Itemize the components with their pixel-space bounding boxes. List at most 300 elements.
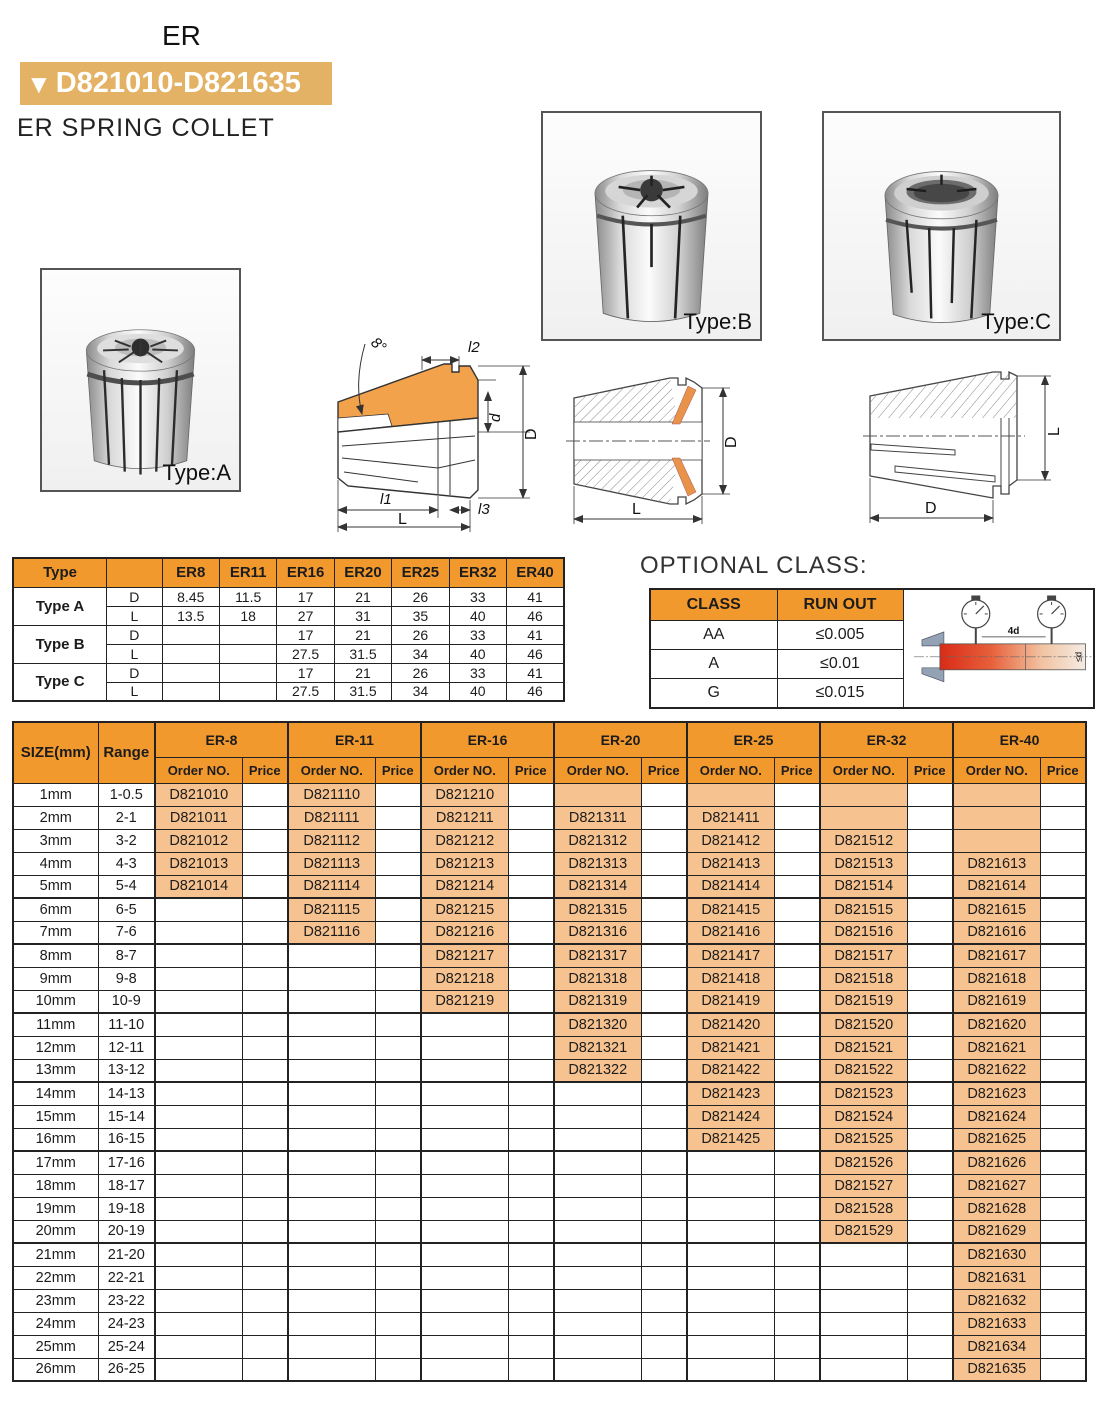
dim-value: 26 — [392, 663, 449, 682]
order-no-cell — [421, 1082, 508, 1105]
price-cell — [242, 1059, 288, 1082]
dim-value: 17 — [277, 663, 334, 682]
dim-value: 41 — [507, 663, 565, 682]
order-no-cell — [687, 1266, 774, 1289]
range-value: 26-25 — [98, 1358, 155, 1381]
price-cell — [641, 898, 687, 921]
triangle-down-icon: ▼ — [26, 68, 52, 99]
diagram-b-D-label: D — [723, 436, 740, 448]
price-cell — [1040, 1220, 1086, 1243]
dim-value: 31.5 — [334, 644, 391, 663]
price-cell — [375, 1358, 421, 1381]
price-cell — [242, 1197, 288, 1220]
dim-value: 46 — [507, 644, 565, 663]
price-cell — [375, 806, 421, 829]
price-cell — [774, 921, 820, 944]
price-cell — [774, 1105, 820, 1128]
dim-label: D — [107, 625, 162, 644]
dim-value — [162, 644, 219, 663]
price-cell — [508, 1358, 554, 1381]
price-cell — [1040, 1197, 1086, 1220]
size-value: 12mm — [13, 1036, 98, 1059]
type-label: Type C — [13, 663, 107, 701]
price-cell — [907, 806, 953, 829]
price-cell — [508, 783, 554, 806]
price-cell — [641, 1082, 687, 1105]
order-table-row — [13, 1128, 1086, 1151]
price-cell — [907, 1036, 953, 1059]
order-no-cell: D821318 — [554, 967, 641, 990]
price-cell — [641, 1243, 687, 1266]
price-cell — [774, 1197, 820, 1220]
price-cell — [641, 1174, 687, 1197]
price-cell — [508, 852, 554, 875]
price-cell — [774, 1220, 820, 1243]
dim-value: 11.5 — [219, 587, 276, 606]
order-no-cell: D821619 — [953, 990, 1040, 1013]
order-no-cell: D821625 — [953, 1128, 1040, 1151]
dimension-table-header-row — [13, 558, 564, 587]
diagram-c-D-label: D — [925, 500, 937, 517]
order-no-cell — [820, 1358, 907, 1381]
price-cell — [375, 1312, 421, 1335]
size-value: 23mm — [13, 1289, 98, 1312]
part-range-badge — [20, 62, 332, 105]
order-no-cell — [288, 967, 375, 990]
range-value: 6-5 — [98, 898, 155, 921]
price-cell — [508, 1243, 554, 1266]
price-cell — [375, 1220, 421, 1243]
order-no-cell — [288, 1059, 375, 1082]
order-no-cell — [820, 1289, 907, 1312]
order-no-cell: D821424 — [687, 1105, 774, 1128]
price-cell — [1040, 944, 1086, 967]
price-cell — [508, 1174, 554, 1197]
order-no-cell — [421, 1105, 508, 1128]
size-value: 19mm — [13, 1197, 98, 1220]
dim-value: 27.5 — [277, 644, 334, 663]
dim-value: 31.5 — [334, 682, 391, 701]
size-value: 5mm — [13, 875, 98, 898]
runout-value: ≤0.015 — [777, 679, 903, 708]
order-no-cell — [421, 1266, 508, 1289]
price-cell — [907, 1128, 953, 1151]
order-no-cell: D821115 — [288, 898, 375, 921]
order-no-cell: D821216 — [421, 921, 508, 944]
price-cell — [375, 1197, 421, 1220]
order-no-cell — [288, 1197, 375, 1220]
order-no-cell: D821411 — [687, 806, 774, 829]
price-cell — [1040, 1289, 1086, 1312]
price-cell — [907, 852, 953, 875]
order-no-cell — [288, 990, 375, 1013]
price-cell — [641, 829, 687, 852]
price-cell — [242, 1105, 288, 1128]
dim-value: 21 — [334, 663, 391, 682]
order-no-cell: D821425 — [687, 1128, 774, 1151]
dim-value — [162, 663, 219, 682]
price-cell — [508, 829, 554, 852]
price-cell — [1040, 783, 1086, 806]
dim-label: D — [107, 587, 162, 606]
order-no-cell — [554, 1151, 641, 1174]
order-no-cell: D821112 — [288, 829, 375, 852]
dim-value — [162, 682, 219, 701]
price-cell — [641, 1312, 687, 1335]
order-no-cell: D821322 — [554, 1059, 641, 1082]
diagram-c-L-label: L — [1046, 427, 1063, 436]
price-cell — [774, 1174, 820, 1197]
price-cell — [907, 1358, 953, 1381]
price-cell — [508, 1335, 554, 1358]
price-cell — [375, 1243, 421, 1266]
D-label: D — [523, 428, 540, 440]
price-sub-header: Price — [774, 757, 820, 783]
order-no-cell: D821527 — [820, 1174, 907, 1197]
order-no-cell — [288, 1335, 375, 1358]
price-cell — [641, 1013, 687, 1036]
dim-value: 40 — [449, 682, 506, 701]
order-no-cell — [421, 1151, 508, 1174]
price-cell — [242, 829, 288, 852]
order-no-cell — [554, 1105, 641, 1128]
price-cell — [508, 1059, 554, 1082]
price-cell — [907, 1059, 953, 1082]
range-value: 24-23 — [98, 1312, 155, 1335]
order-no-cell: D821631 — [953, 1266, 1040, 1289]
section-diagram-image — [318, 322, 548, 537]
order-table-row — [13, 1082, 1086, 1105]
price-cell — [242, 967, 288, 990]
order-no-cell: D821413 — [687, 852, 774, 875]
price-cell — [508, 1151, 554, 1174]
order-no-cell: D821321 — [554, 1036, 641, 1059]
price-cell — [1040, 1013, 1086, 1036]
price-cell — [375, 829, 421, 852]
price-cell — [1040, 1174, 1086, 1197]
order-no-cell — [687, 1289, 774, 1312]
price-cell — [242, 783, 288, 806]
order-no-cell — [554, 1312, 641, 1335]
section-diagram-type-a — [318, 322, 548, 537]
order-no-cell: D821632 — [953, 1289, 1040, 1312]
dim-value: 41 — [507, 625, 565, 644]
group-header-er40: ER-40 — [953, 722, 1086, 757]
size-value: 18mm — [13, 1174, 98, 1197]
order-no-cell: D821423 — [687, 1082, 774, 1105]
size-column-header: SIZE(mm) — [13, 722, 98, 783]
order-table-row — [13, 1151, 1086, 1174]
order-no-cell — [155, 1105, 242, 1128]
group-header-er8: ER-8 — [155, 722, 288, 757]
dim-value: 33 — [449, 663, 506, 682]
order-no-cell: D821615 — [953, 898, 1040, 921]
order-table-row — [13, 967, 1086, 990]
price-cell — [641, 967, 687, 990]
price-cell — [508, 806, 554, 829]
price-cell — [1040, 990, 1086, 1013]
price-cell — [774, 1059, 820, 1082]
optional-class-title: OPTIONAL CLASS: — [640, 552, 868, 579]
order-no-cell: D821526 — [820, 1151, 907, 1174]
order-no-cell — [421, 1059, 508, 1082]
order-no-cell: D821523 — [820, 1082, 907, 1105]
order-no-cell — [155, 1335, 242, 1358]
price-sub-header: Price — [907, 757, 953, 783]
order-no-cell: D821529 — [820, 1220, 907, 1243]
price-cell — [641, 1105, 687, 1128]
price-cell — [641, 921, 687, 944]
order-no-cell: D821213 — [421, 852, 508, 875]
order-no-cell — [820, 1335, 907, 1358]
order-no-sub-header: Order NO. — [687, 757, 774, 783]
size-value: 20mm — [13, 1220, 98, 1243]
dim-value: 27.5 — [277, 682, 334, 701]
price-cell — [1040, 1243, 1086, 1266]
order-no-cell — [288, 1220, 375, 1243]
price-sub-header: Price — [375, 757, 421, 783]
order-table-row — [13, 1036, 1086, 1059]
price-cell — [242, 1174, 288, 1197]
order-no-cell: D821012 — [155, 829, 242, 852]
price-cell — [375, 990, 421, 1013]
price-cell — [242, 944, 288, 967]
l1-label: l1 — [380, 491, 392, 508]
dim-header-er16: ER16 — [277, 558, 334, 587]
order-no-sub-header: Order NO. — [421, 757, 508, 783]
order-no-cell — [421, 1335, 508, 1358]
order-table-row — [13, 1174, 1086, 1197]
order-no-cell — [288, 1266, 375, 1289]
price-cell — [907, 783, 953, 806]
order-no-sub-header: Order NO. — [953, 757, 1040, 783]
price-cell — [375, 967, 421, 990]
order-no-cell — [155, 1220, 242, 1243]
price-cell — [907, 1105, 953, 1128]
dim-header-er20: ER20 — [334, 558, 391, 587]
order-no-cell: D821422 — [687, 1059, 774, 1082]
price-cell — [641, 1151, 687, 1174]
order-table-row — [13, 1220, 1086, 1243]
dim-value: 26 — [392, 587, 449, 606]
order-no-cell: D821522 — [820, 1059, 907, 1082]
price-cell — [375, 783, 421, 806]
price-cell — [774, 898, 820, 921]
order-no-cell — [820, 1312, 907, 1335]
price-cell — [774, 806, 820, 829]
order-no-cell: D821215 — [421, 898, 508, 921]
range-value: 5-4 — [98, 875, 155, 898]
price-cell — [508, 1266, 554, 1289]
price-sub-header: Price — [1040, 757, 1086, 783]
price-cell — [774, 1289, 820, 1312]
order-no-cell: D821626 — [953, 1151, 1040, 1174]
angle-label: 8° — [367, 334, 390, 357]
order-no-cell — [554, 1289, 641, 1312]
order-no-cell: D821311 — [554, 806, 641, 829]
dim-value: 40 — [449, 606, 506, 625]
price-cell — [508, 875, 554, 898]
class-value: A — [650, 649, 777, 678]
order-no-cell: D821116 — [288, 921, 375, 944]
order-no-cell — [155, 1243, 242, 1266]
order-no-cell: D821111 — [288, 806, 375, 829]
price-cell — [907, 1335, 953, 1358]
order-no-cell: D821524 — [820, 1105, 907, 1128]
order-no-cell: D821218 — [421, 967, 508, 990]
order-no-sub-header: Order NO. — [820, 757, 907, 783]
collet-photo-a-image — [42, 270, 239, 490]
order-no-cell: D821630 — [953, 1243, 1040, 1266]
size-value: 21mm — [13, 1243, 98, 1266]
shank-diameter-label: ≤d — [1073, 651, 1084, 662]
range-value: 17-16 — [98, 1151, 155, 1174]
price-cell — [907, 829, 953, 852]
price-cell — [242, 1082, 288, 1105]
price-cell — [641, 806, 687, 829]
order-no-cell: D821420 — [687, 1013, 774, 1036]
l3-label: l3 — [478, 501, 490, 518]
order-no-cell: D821517 — [820, 944, 907, 967]
price-cell — [375, 1174, 421, 1197]
size-value: 11mm — [13, 1013, 98, 1036]
price-cell — [641, 1289, 687, 1312]
order-no-cell — [421, 1243, 508, 1266]
price-cell — [375, 1151, 421, 1174]
size-value: 13mm — [13, 1059, 98, 1082]
order-no-cell: D821418 — [687, 967, 774, 990]
dim-header-type: Type — [13, 558, 107, 587]
price-cell — [508, 1036, 554, 1059]
order-no-cell: D821515 — [820, 898, 907, 921]
dim-header-er11: ER11 — [219, 558, 276, 587]
order-no-cell: D821214 — [421, 875, 508, 898]
runout-diagram-cell — [903, 589, 1094, 708]
price-cell — [1040, 1358, 1086, 1381]
order-table-row — [13, 1013, 1086, 1036]
order-no-cell: D821519 — [820, 990, 907, 1013]
order-table-row — [13, 1266, 1086, 1289]
dim-label: D — [107, 663, 162, 682]
dimension-table-row — [13, 663, 564, 682]
range-value: 21-20 — [98, 1243, 155, 1266]
price-cell — [375, 1013, 421, 1036]
order-no-cell: D821629 — [953, 1220, 1040, 1243]
price-cell — [375, 1105, 421, 1128]
L-label: L — [398, 511, 407, 528]
price-cell — [1040, 1151, 1086, 1174]
order-no-cell — [288, 1013, 375, 1036]
order-no-cell — [554, 1243, 641, 1266]
part-range-text: D821010-D821635 — [55, 67, 301, 99]
order-no-cell: D821014 — [155, 875, 242, 898]
size-value: 15mm — [13, 1105, 98, 1128]
dim-value: 40 — [449, 644, 506, 663]
order-no-cell — [155, 967, 242, 990]
dim-value: 35 — [392, 606, 449, 625]
dim-value: 46 — [507, 606, 565, 625]
price-cell — [375, 1036, 421, 1059]
order-no-cell: D821617 — [953, 944, 1040, 967]
price-cell — [774, 783, 820, 806]
price-cell — [1040, 1059, 1086, 1082]
order-no-cell: D821417 — [687, 944, 774, 967]
price-cell — [242, 875, 288, 898]
order-no-cell — [288, 1036, 375, 1059]
price-cell — [907, 1243, 953, 1266]
order-no-cell — [155, 921, 242, 944]
price-cell — [1040, 1266, 1086, 1289]
group-header-er20: ER-20 — [554, 722, 687, 757]
price-cell — [508, 1312, 554, 1335]
range-value: 20-19 — [98, 1220, 155, 1243]
price-cell — [907, 967, 953, 990]
price-cell — [375, 1128, 421, 1151]
price-sub-header: Price — [242, 757, 288, 783]
price-cell — [508, 944, 554, 967]
order-no-cell — [421, 1289, 508, 1312]
photo-type-a — [40, 268, 241, 492]
order-table-row — [13, 898, 1086, 921]
section-diagram-type-c — [855, 358, 1075, 528]
order-table-row — [13, 783, 1086, 806]
size-value: 26mm — [13, 1358, 98, 1381]
price-cell — [375, 898, 421, 921]
price-cell — [1040, 1312, 1086, 1335]
price-cell — [375, 1289, 421, 1312]
order-no-cell: D821412 — [687, 829, 774, 852]
section-diagram-type-b — [560, 362, 770, 530]
runout-header: RUN OUT — [777, 589, 903, 620]
optional-class-table — [649, 588, 1095, 709]
price-cell — [375, 852, 421, 875]
price-cell — [1040, 806, 1086, 829]
order-no-cell — [288, 944, 375, 967]
order-table-row — [13, 1312, 1086, 1335]
price-cell — [641, 1128, 687, 1151]
order-table-row — [13, 1197, 1086, 1220]
order-no-cell — [155, 990, 242, 1013]
price-cell — [508, 1289, 554, 1312]
order-no-cell: D821614 — [953, 875, 1040, 898]
dim-header-er8: ER8 — [162, 558, 219, 587]
price-cell — [375, 944, 421, 967]
order-table-row — [13, 944, 1086, 967]
price-cell — [641, 875, 687, 898]
order-no-cell: D821627 — [953, 1174, 1040, 1197]
price-cell — [641, 990, 687, 1013]
size-value: 3mm — [13, 829, 98, 852]
price-cell — [641, 1358, 687, 1381]
price-cell — [242, 1128, 288, 1151]
order-no-cell — [155, 1151, 242, 1174]
range-value: 23-22 — [98, 1289, 155, 1312]
price-cell — [1040, 898, 1086, 921]
order-no-cell — [687, 1358, 774, 1381]
diagram-b-L-label: L — [632, 501, 641, 518]
order-table-row — [13, 921, 1086, 944]
order-no-cell — [421, 1358, 508, 1381]
order-no-cell: D821415 — [687, 898, 774, 921]
dim-header-er25: ER25 — [392, 558, 449, 587]
price-cell — [774, 1358, 820, 1381]
price-cell — [508, 898, 554, 921]
price-cell — [907, 1013, 953, 1036]
price-sub-header: Price — [508, 757, 554, 783]
price-cell — [774, 1082, 820, 1105]
price-cell — [907, 921, 953, 944]
photo-type-b — [541, 111, 762, 341]
